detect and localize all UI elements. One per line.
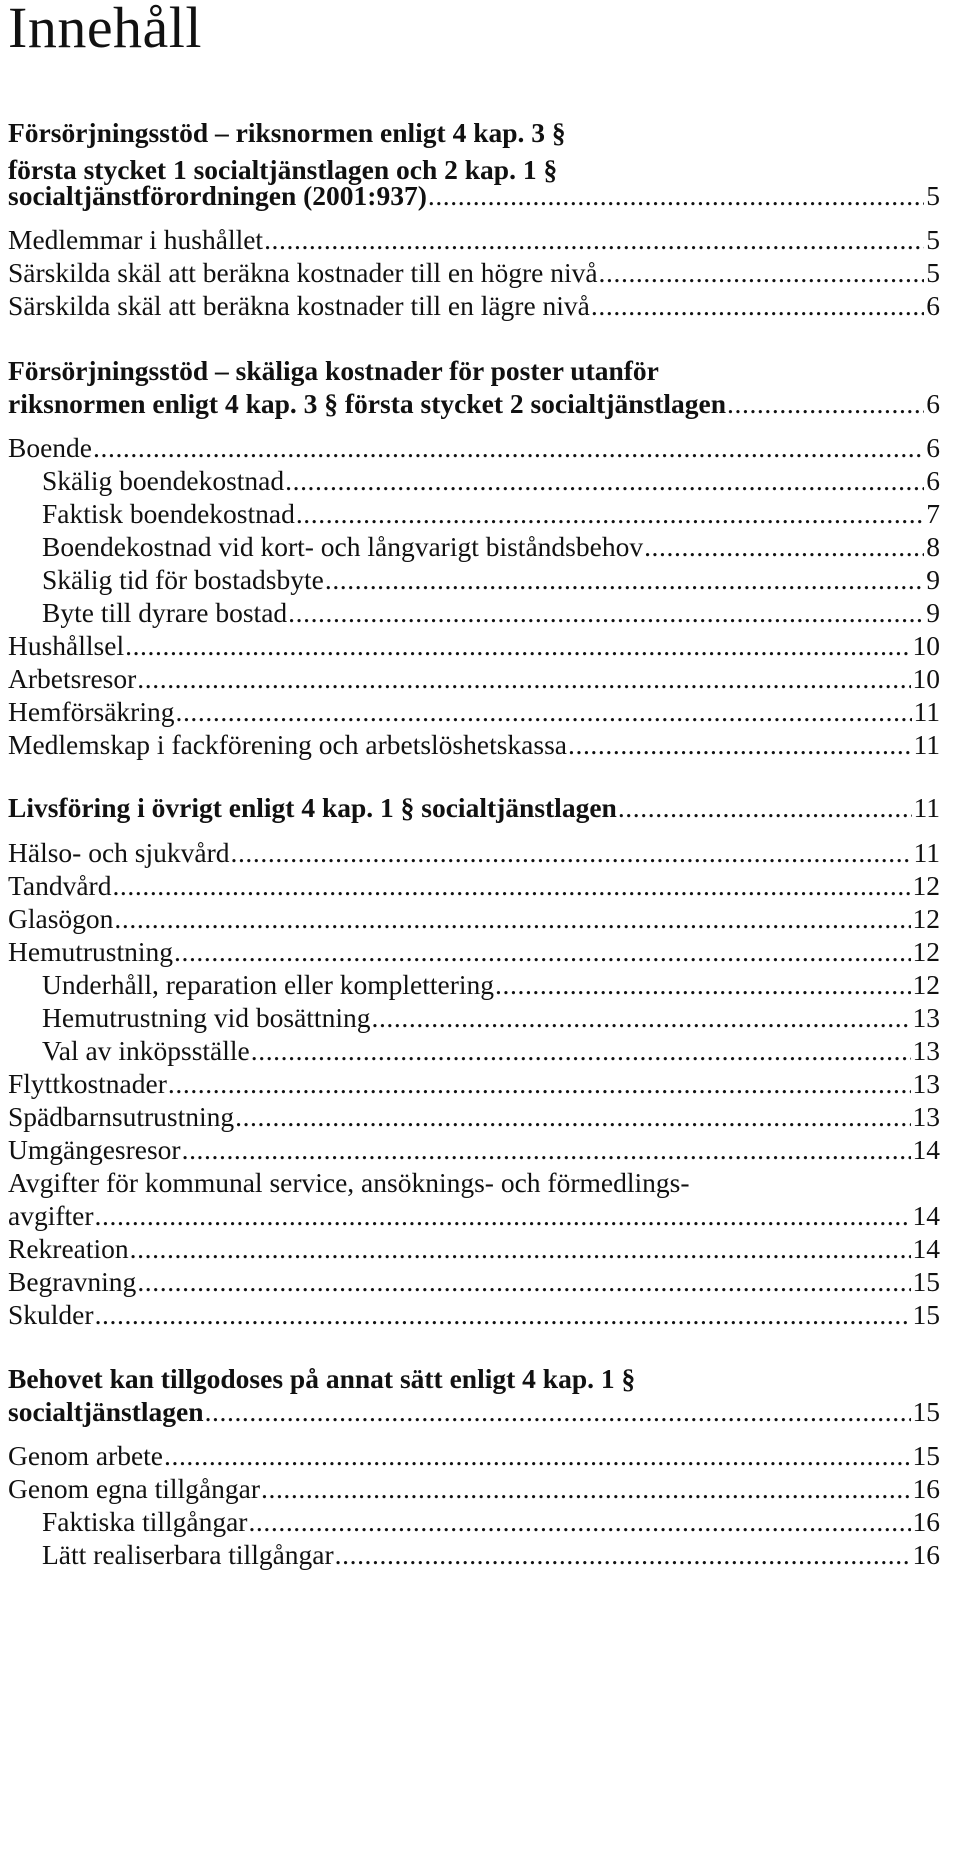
toc-page-number: 5 — [926, 180, 940, 211]
dot-leader — [371, 1000, 910, 1036]
toc-page-number: 12 — [912, 936, 940, 967]
page-title: Innehåll — [8, 0, 203, 60]
toc-entry-label: Lätt realiserbara tillgångar — [42, 1539, 334, 1570]
toc-entry-livsforing[interactable] — [8, 790, 940, 826]
toc-entry-label: socialtjänstlagen — [8, 1396, 204, 1427]
toc-page-number: 11 — [913, 729, 940, 760]
toc-entry-umgangesresor[interactable] — [8, 1132, 940, 1168]
toc-entry-label: Genom arbete — [8, 1440, 163, 1471]
toc-entry-label: Arbetsresor — [8, 663, 137, 694]
dot-leader — [164, 1438, 911, 1474]
toc-entry-egna-tillgangar[interactable] — [8, 1471, 940, 1507]
toc-heading-line: Behovet kan tillgodoses på annat sätt enligt 4 kap. 1 § — [8, 1363, 636, 1394]
toc-entry-label: Umgängesresor — [8, 1134, 181, 1165]
toc-heading-line: första stycket 1 socialtjänstlagen och 2 kap. 1 § — [8, 154, 558, 185]
dot-leader — [112, 868, 910, 904]
toc-entry-hogre-niva[interactable] — [8, 255, 940, 291]
toc-entry-medlemmar[interactable] — [8, 222, 940, 258]
dot-leader — [261, 1471, 911, 1507]
toc-entry-faktisk-boendekostnad[interactable] — [42, 496, 940, 532]
dot-leader — [205, 1394, 911, 1430]
toc-entry-label: Glasögon — [8, 903, 114, 934]
toc-entry-label: Hushållsel — [8, 630, 125, 661]
toc-entry-halso-sjukvard[interactable] — [8, 835, 940, 871]
toc-entry-label: Särskilda skäl att beräkna kostnader till en högre nivå — [8, 257, 598, 288]
dot-leader — [428, 178, 924, 214]
toc-entry-bosattning[interactable] — [42, 1000, 940, 1036]
dot-leader — [727, 386, 924, 422]
dot-leader — [335, 1537, 911, 1573]
toc-entry-label: avgifter — [8, 1200, 94, 1231]
dot-leader — [568, 727, 912, 763]
toc-page-number: 13 — [912, 1101, 940, 1132]
toc-entry-rekreation[interactable] — [8, 1231, 940, 1267]
toc-entry-label: Tandvård — [8, 870, 112, 901]
toc-entry-label: Skälig boendekostnad — [42, 465, 285, 496]
toc-entry-avgifter[interactable] — [8, 1198, 940, 1234]
dot-leader — [174, 934, 911, 970]
toc-page-number: 7 — [926, 498, 940, 529]
dot-leader — [288, 595, 924, 631]
toc-entry-bostadsbyte[interactable] — [42, 562, 940, 598]
toc-entry-label: Hemutrustning — [8, 936, 173, 967]
dot-leader — [130, 1231, 911, 1267]
toc-entry-hemutrustning[interactable] — [8, 934, 940, 970]
toc-page-number: 5 — [926, 257, 940, 288]
toc-entry-skaliga-kostnader[interactable] — [8, 386, 940, 422]
toc-page-number: 13 — [912, 1068, 940, 1099]
toc-page-number: 12 — [912, 969, 940, 1000]
toc-entry-arbetsresor[interactable] — [8, 661, 940, 697]
toc-entry-behovet[interactable] — [8, 1394, 940, 1430]
toc-entry-label: Skulder — [8, 1299, 94, 1330]
toc-entry-label: Spädbarnsutrustning — [8, 1101, 235, 1132]
dot-leader — [495, 967, 910, 1003]
toc-entry-boende[interactable] — [8, 430, 940, 466]
toc-page-number: 6 — [926, 388, 940, 419]
dot-leader — [296, 496, 924, 532]
toc-entry-label: socialtjänstförordningen (2001:937) — [8, 180, 427, 211]
toc-page-number: 15 — [912, 1440, 940, 1471]
toc-entry-label: Boendekostnad vid kort- och långvarigt biståndsbehov — [42, 531, 644, 562]
dot-leader — [95, 1198, 911, 1234]
toc-page-number: 14 — [912, 1134, 940, 1165]
dot-leader — [599, 255, 925, 291]
toc-page-number: 12 — [912, 870, 940, 901]
toc-entry-label: Faktisk boendekostnad — [42, 498, 295, 529]
toc-entry-fackforening[interactable] — [8, 727, 940, 763]
toc-entry-flyttkostnader[interactable] — [8, 1066, 940, 1102]
toc-entry-hemforsakring[interactable] — [8, 694, 940, 730]
toc-page-number: 11 — [913, 696, 940, 727]
dot-leader — [251, 1033, 911, 1069]
dot-leader — [114, 901, 910, 937]
toc-entry-label: Hälso- och sjukvård — [8, 837, 230, 868]
dot-leader — [168, 1066, 911, 1102]
toc-page-number: 13 — [912, 1002, 940, 1033]
toc-entry-label: Faktiska tillgångar — [42, 1506, 248, 1537]
toc-page-number: 13 — [912, 1035, 940, 1066]
toc-page-number: 9 — [926, 597, 940, 628]
toc-page-number: 14 — [912, 1233, 940, 1264]
dot-leader — [248, 1504, 910, 1540]
toc-entry-label: Underhåll, reparation eller komplettering — [42, 969, 495, 1000]
toc-entry-lagre-niva[interactable] — [8, 288, 940, 324]
toc-entry-label: Boende — [8, 432, 93, 463]
dot-leader — [137, 1264, 910, 1300]
toc-entry-faktiska-tillgangar[interactable] — [42, 1504, 940, 1540]
dot-leader — [125, 628, 910, 664]
toc-entry-spadbarnsutrustning[interactable] — [8, 1099, 940, 1135]
dot-leader — [182, 1132, 911, 1168]
dot-leader — [591, 288, 924, 324]
toc-page-number: 10 — [912, 663, 940, 694]
toc-page-number: 15 — [912, 1396, 940, 1427]
toc-entry-genom-arbete[interactable] — [8, 1438, 940, 1474]
toc-page-number: 14 — [912, 1200, 940, 1231]
dot-leader — [325, 562, 924, 598]
toc-page-number: 11 — [913, 837, 940, 868]
toc-page-number: 6 — [926, 432, 940, 463]
dot-leader — [644, 529, 924, 565]
dot-leader — [95, 1297, 911, 1333]
toc-entry-label: Särskilda skäl att beräkna kostnader till en lägre nivå — [8, 290, 590, 321]
toc-entry-label: Val av inköpsställe — [42, 1035, 250, 1066]
toc-entry-glasogon[interactable] — [8, 901, 940, 937]
dot-leader — [235, 1099, 910, 1135]
toc-entry-label: Genom egna tillgångar — [8, 1473, 260, 1504]
toc-entry-line: Avgifter för kommunal service, ansöknings- och förmedlings- — [8, 1167, 690, 1198]
toc-entry-label: Medlemskap i fackförening och arbetslöshetskassa — [8, 729, 567, 760]
dot-leader — [264, 222, 924, 258]
toc-entry-label: riksnormen enligt 4 kap. 3 § första stycket 2 socialtjänstlagen — [8, 388, 727, 419]
toc-heading-line: Försörjningsstöd – skäliga kostnader för poster utanför — [8, 355, 659, 386]
dot-leader — [175, 694, 911, 730]
dot-leader — [93, 430, 924, 466]
toc-entry-inkopsstalle[interactable] — [42, 1033, 940, 1069]
dot-leader — [230, 835, 911, 871]
toc-entry-label: Begravning — [8, 1266, 137, 1297]
dot-leader — [137, 661, 910, 697]
toc-entry-hushallsel[interactable] — [8, 628, 940, 664]
toc-page-number: 16 — [912, 1473, 940, 1504]
toc-entry-label: Medlemmar i hushållet — [8, 224, 264, 255]
toc-page-number: 15 — [912, 1266, 940, 1297]
toc-page-number: 6 — [926, 465, 940, 496]
toc-entry-label: Hemförsäkring — [8, 696, 175, 727]
toc-entry-begravning[interactable] — [8, 1264, 940, 1300]
toc-entry-label: Rekreation — [8, 1233, 129, 1264]
toc-page-number: 5 — [926, 224, 940, 255]
toc-heading-line: Försörjningsstöd – riksnormen enligt 4 kap. 3 § — [8, 117, 566, 148]
toc-page-number: 16 — [912, 1539, 940, 1570]
dot-leader — [285, 463, 924, 499]
toc-entry-label: Hemutrustning vid bosättning — [42, 1002, 371, 1033]
toc-entry-underhall[interactable] — [42, 967, 940, 1003]
toc-page-number: 16 — [912, 1506, 940, 1537]
toc-entry-latt-realiserbara[interactable] — [42, 1537, 940, 1573]
toc-entry-label: Livsföring i övrigt enligt 4 kap. 1 § socialtjänstlagen — [8, 792, 617, 823]
toc-entry-skulder[interactable] — [8, 1297, 940, 1333]
toc-page-number: 8 — [926, 531, 940, 562]
toc-page-number: 9 — [926, 564, 940, 595]
toc-entry-label: Byte till dyrare bostad — [42, 597, 288, 628]
toc-page-number: 15 — [912, 1299, 940, 1330]
toc-entry-dyrare-bostad[interactable] — [42, 595, 940, 631]
toc-entry-riksnormen[interactable] — [8, 178, 940, 214]
toc-page-number: 10 — [912, 630, 940, 661]
toc-entry-label: Skälig tid för bostadsbyte — [42, 564, 324, 595]
toc-page-number: 6 — [926, 290, 940, 321]
toc-entry-skalig-boendekostnad[interactable] — [42, 463, 940, 499]
toc-entry-kort-langvarigt[interactable] — [42, 529, 940, 565]
toc-page-number: 12 — [912, 903, 940, 934]
toc-entry-label: Flyttkostnader — [8, 1068, 167, 1099]
dot-leader — [618, 790, 912, 826]
toc-entry-tandvard[interactable] — [8, 868, 940, 904]
toc-page-number: 11 — [913, 792, 940, 823]
